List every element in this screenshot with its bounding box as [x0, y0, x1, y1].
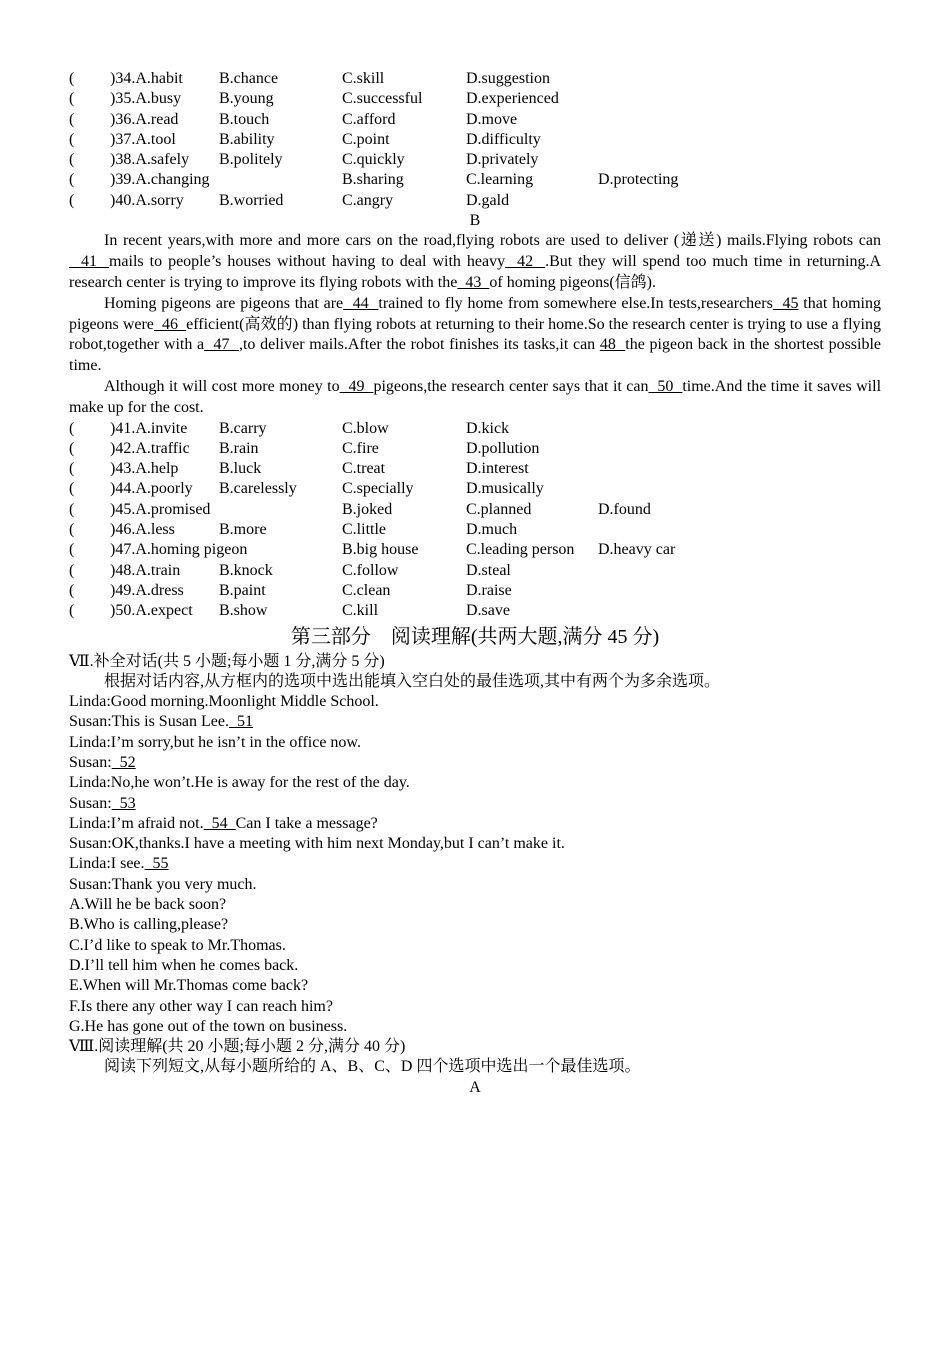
paragraph-text: ,to deliver mails.After the robot finishes its tasks,it can — [238, 336, 596, 354]
dialogue-line — [69, 773, 881, 793]
option-c: C.clean — [342, 581, 391, 599]
paragraph-text: .But they will spend too much time in returning.A research center is trying to improve its flying robots with the — [69, 253, 882, 291]
blank-49: 49 — [339, 377, 374, 395]
option-c: C.successful — [342, 90, 423, 108]
option-b: B.politely — [219, 151, 283, 169]
paragraph-text: Although it will cost more money to — [104, 377, 340, 395]
passage-label-b: B — [469, 212, 481, 230]
option-c: C.fire — [342, 439, 379, 457]
option-d: D.protecting — [598, 171, 679, 189]
option-d: D.suggestion — [466, 70, 550, 87]
option-b: B.big house — [342, 541, 419, 559]
option-c: C.point — [342, 130, 390, 148]
option-b: B.young — [219, 90, 274, 108]
question-row-45 — [69, 500, 881, 520]
answer-paren: ( — [69, 561, 75, 579]
question-row-46 — [69, 520, 881, 540]
option-d: D.gald — [466, 191, 510, 209]
paragraph-text: time.And the time it saves will make up for the cost. — [69, 377, 882, 416]
blank-54: 54 — [203, 814, 236, 832]
option-c: C.afford — [342, 110, 396, 128]
question-row-43 — [69, 459, 881, 479]
dialogue-text: Susan: — [69, 754, 112, 771]
part-three-heading: 第三部分 阅读理解(共两大题,满分 45 分) — [290, 625, 660, 648]
answer-paren: ( — [69, 171, 75, 189]
option-b: B.carry — [219, 419, 267, 437]
dialogue-text: Linda:Good morning.Moonlight Middle School. — [69, 693, 379, 711]
blank-45: 45 — [772, 294, 799, 312]
question-number-option-a: )35.A.busy — [110, 90, 182, 108]
question-row-50 — [69, 601, 881, 621]
choice-item: E.When will Mr.Thomas come back? — [69, 977, 309, 995]
option-c: C.skill — [342, 70, 385, 87]
question-row-39 — [69, 170, 881, 190]
dialogue-line — [69, 712, 881, 732]
question-number-option-a: )46.A.less — [110, 521, 175, 539]
option-d: D.kick — [466, 419, 510, 437]
question-row-44 — [69, 479, 881, 499]
dialogue-text: Linda:I see. — [69, 855, 145, 873]
answer-paren: ( — [69, 581, 75, 599]
passage-b-paragraph-3 — [69, 377, 881, 419]
answer-paren: ( — [69, 480, 75, 498]
option-d: D.much — [466, 521, 518, 539]
paragraph-text: the pigeon back in the shortest possible time. — [69, 336, 882, 375]
option-b: B.ability — [219, 130, 275, 148]
option-c: C.angry — [342, 191, 394, 209]
blank-55: 55 — [144, 855, 169, 873]
question-row-34 — [69, 69, 881, 89]
option-b: B.rain — [219, 439, 259, 457]
question-number-option-a: )37.A.tool — [110, 130, 176, 148]
choice-item: F.Is there any other way I can reach him? — [69, 997, 333, 1015]
option-b: B.chance — [219, 70, 279, 87]
answer-paren: ( — [69, 419, 75, 437]
question-number-option-a: )38.A.safely — [110, 151, 190, 169]
option-c: C.little — [342, 521, 386, 539]
option-c: C.planned — [466, 500, 532, 518]
answer-paren: ( — [69, 500, 75, 518]
option-c: C.treat — [342, 460, 386, 478]
option-c: C.blow — [342, 419, 389, 437]
passage-b-paragraph-1 — [69, 231, 881, 293]
dialogue-line — [69, 692, 881, 712]
option-d: D.musically — [466, 480, 544, 498]
question-row-38 — [69, 150, 881, 170]
answer-paren: ( — [69, 541, 75, 559]
answer-paren: ( — [69, 110, 75, 128]
blank-47: 47 — [204, 336, 239, 354]
option-c: C.learning — [466, 171, 534, 189]
option-b: B.show — [219, 602, 268, 620]
option-b: B.touch — [219, 110, 270, 128]
option-c: C.follow — [342, 561, 399, 579]
option-c: C.leading person — [466, 541, 575, 559]
answer-paren: ( — [69, 439, 75, 457]
blank-48: 48 — [599, 336, 626, 354]
option-d: D.heavy car — [598, 541, 676, 559]
choice-item: G.He has gone out of the town on business. — [69, 1017, 348, 1035]
paragraph-text: In recent years,with more and more cars on the road,flying robots are used to deliver (递送) mails.Flying robots can — [104, 232, 881, 250]
dialogue-text: Linda:I’m sorry,but he isn’t in the office now. — [69, 733, 361, 751]
question-number-option-a: )36.A.read — [110, 110, 179, 128]
answer-paren: ( — [69, 602, 75, 620]
question-number-option-a: )39.A.changing — [110, 171, 210, 189]
answer-paren: ( — [69, 70, 75, 87]
question-number-option-a: )45.A.promised — [110, 500, 211, 518]
passage-b-paragraph-2 — [69, 294, 881, 377]
paragraph-text: trained to fly home from somewhere else.In tests,researchers — [378, 294, 773, 312]
option-d: D.steal — [466, 561, 511, 579]
blank-41: 41 — [69, 253, 109, 271]
dialogue-line — [69, 814, 881, 834]
question-number-option-a: )41.A.invite — [110, 419, 188, 437]
option-c: C.kill — [342, 602, 379, 620]
option-d: D.found — [598, 500, 651, 518]
dialogue-line — [69, 733, 881, 753]
choice-item: D.I’ll tell him when he comes back. — [69, 956, 299, 974]
dialogue-text: Susan: — [69, 794, 112, 812]
question-row-37 — [69, 130, 881, 150]
answer-paren: ( — [69, 191, 75, 209]
answer-paren: ( — [69, 130, 75, 148]
dialogue-choices — [69, 895, 881, 1037]
option-d: D.save — [466, 602, 510, 620]
exam-page — [69, 69, 881, 1098]
option-d: D.move — [466, 110, 518, 128]
option-b: B.knock — [219, 561, 273, 579]
dialogue — [69, 692, 881, 895]
dialogue-text: Linda:I’m afraid not. — [69, 814, 204, 832]
question-number-option-a: )50.A.expect — [110, 602, 193, 620]
question-row-36 — [69, 110, 881, 130]
question-number-option-a: )49.A.dress — [110, 581, 184, 599]
question-number-option-a: )44.A.poorly — [110, 480, 193, 498]
option-d: D.experienced — [466, 90, 559, 108]
section-eight-instruction: 阅读下列短文,从每小题所给的 A、B、C、D 四个选项中选出一个最佳选项。 — [104, 1058, 641, 1076]
dialogue-text: Linda:No,he won’t.He is away for the rest of the day. — [69, 774, 410, 792]
paragraph-text: pigeons,the research center says that it can — [373, 377, 649, 395]
blank-52: 52 — [111, 754, 136, 771]
option-d: D.difficulty — [466, 130, 541, 148]
dialogue-line — [69, 794, 881, 814]
question-row-42 — [69, 439, 881, 459]
option-b: B.luck — [219, 460, 262, 478]
option-c: C.specially — [342, 480, 414, 498]
options-block-34-40 — [69, 69, 881, 211]
paragraph-text: Homing pigeons are pigeons that are — [104, 294, 344, 312]
question-number-option-a: )40.A.sorry — [110, 191, 184, 209]
question-row-48 — [69, 561, 881, 581]
paragraph-text: mails to people’s houses without having to deal with heavy — [108, 253, 506, 271]
question-row-35 — [69, 89, 881, 109]
paragraph-text: of homing pigeons(信鸽). — [489, 273, 657, 291]
option-c: C.quickly — [342, 151, 405, 169]
section-seven-instruction: 根据对话内容,从方框内的选项中选出能填入空白处的最佳选项,其中有两个为多余选项。 — [104, 672, 721, 690]
answer-paren: ( — [69, 460, 75, 478]
choice-item: B.Who is calling,please? — [69, 916, 229, 934]
option-b: B.paint — [219, 581, 266, 599]
question-number-option-a: )48.A.train — [110, 561, 181, 579]
blank-43: 43 — [457, 273, 490, 291]
option-d: D.interest — [466, 460, 529, 478]
choice-item: A.Will he be back soon? — [69, 896, 227, 914]
question-row-47 — [69, 540, 881, 560]
option-b: B.carelessly — [219, 480, 297, 498]
answer-paren: ( — [69, 151, 75, 169]
answer-paren: ( — [69, 90, 75, 108]
section-eight-title: Ⅷ.阅读理解(共 20 小题;每小题 2 分,满分 40 分) — [69, 1038, 406, 1056]
blank-46: 46 — [153, 315, 187, 333]
dialogue-line: Susan:Thank you very much. — [69, 875, 257, 893]
dialogue-line — [69, 854, 881, 874]
question-number-option-a: )47.A.homing pigeon — [110, 541, 248, 559]
dialogue-line — [69, 753, 881, 773]
dialogue-line: Susan:OK,thanks.I have a meeting with him next Monday,but I can’t make it. — [69, 835, 565, 853]
blank-50: 50 — [648, 377, 683, 395]
question-number-option-a: )42.A.traffic — [110, 439, 190, 457]
passage-label-a: A — [469, 1078, 481, 1096]
blank-44: 44 — [343, 294, 379, 312]
option-b: B.sharing — [342, 171, 404, 189]
option-b: B.worried — [219, 191, 284, 209]
dialogue-text: Susan:This is Susan Lee. — [69, 713, 229, 731]
option-d: D.raise — [466, 581, 512, 599]
option-b: B.joked — [342, 500, 393, 518]
choice-item: C.I’d like to speak to Mr.Thomas. — [69, 936, 286, 954]
question-row-41 — [69, 419, 881, 439]
paragraph-text: that homing pigeons were — [69, 294, 881, 333]
answer-paren: ( — [69, 521, 75, 539]
option-d: D.privately — [466, 151, 539, 169]
section-seven-title: Ⅶ.补全对话(共 5 小题;每小题 1 分,满分 5 分) — [69, 652, 385, 670]
blank-53: 53 — [111, 794, 136, 812]
question-number-option-a: )34.A.habit — [110, 70, 183, 87]
dialogue-text: Can I take a message? — [235, 814, 378, 832]
option-d: D.pollution — [466, 439, 540, 457]
blank-42: 42 — [505, 253, 546, 271]
blank-51: 51 — [229, 713, 253, 731]
option-b: B.more — [219, 521, 267, 539]
question-row-40 — [69, 191, 881, 211]
question-number-option-a: )43.A.help — [110, 460, 179, 478]
question-row-49 — [69, 581, 881, 601]
paragraph-text: efficient(高效的) than flying robots at returning to their home.So the research center is trying to use a flying robot,together with a — [69, 315, 881, 354]
options-block-41-50 — [69, 419, 881, 622]
